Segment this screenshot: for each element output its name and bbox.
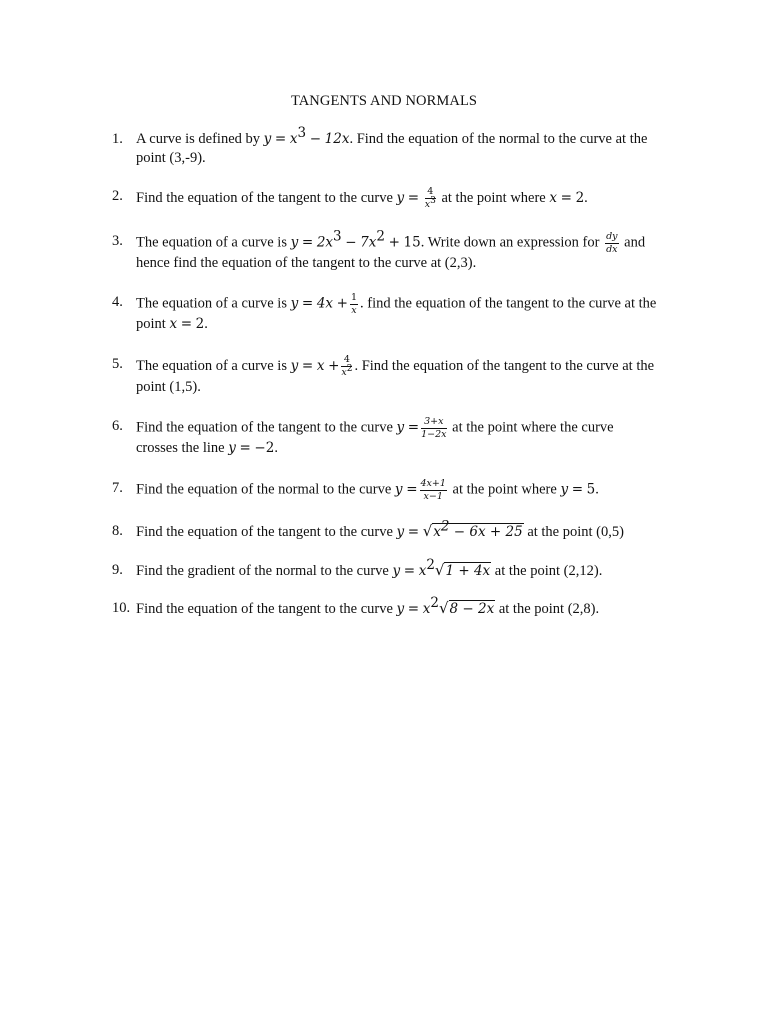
question-7 <box>112 479 682 501</box>
question-text: Find the equation of the tangent to the curve $y = x^2√8 - 2x$ at the point (2,8). <box>136 595 600 617</box>
question-4 <box>112 293 682 334</box>
question-text: Find the equation of the tangent to the curve $y = √x^2 - 6x + 25$ at the point (0,5) <box>136 518 624 540</box>
question-text: The equation of a curve is y = x + $\frac{4}{x^2}$ . Find the equation of the tangent to the curve at the point (1,5). <box>136 354 655 395</box>
fraction: $\frac{4}{x^3}$ <box>424 186 436 210</box>
question-2 <box>112 187 682 210</box>
question-10 <box>112 595 682 619</box>
question-number: 6. <box>112 418 123 434</box>
question-text: The equation of a curve is y = 4x + $\frac{1}{x}$ . find the equation of the tangent to the curve at the point x = 2. <box>136 292 657 332</box>
square-root: $√x^2 - 6x + 25$ <box>422 518 523 540</box>
question-8 <box>112 518 682 542</box>
square-root: √8 − 2x <box>438 599 495 617</box>
question-text: Find the equation of the tangent to the curve y = $\frac{4}{x^3}$ at the point where x = 2. <box>136 186 588 210</box>
question-number: 7. <box>112 480 123 496</box>
derivative-fraction: $\frac{dy}{dx}$ <box>606 231 618 255</box>
question-number: 4. <box>112 294 123 310</box>
fraction: $\frac{1}{x}$ <box>350 292 357 316</box>
page-title: TANGENTS AND NORMALS <box>290 93 478 109</box>
question-text: Find the equation of the tangent to the curve y = $\frac{3+x}{1-2x}$ at the point where the curve crosses the line y = −2. <box>136 416 614 456</box>
question-text: The equation of a curve is $y = 2x^3 - 7x^2 + 15$. Write down an expression for $\frac{dy}{dx}$ and hence find the equation of the tangent to the curve at (2,3). <box>136 228 646 271</box>
fraction: $\frac{4}{x^2}$ <box>341 354 353 378</box>
question-text: Find the gradient of the normal to the curve $y = x^2√1 + 4x$ at the point (2,12). <box>136 557 603 579</box>
question-number: 1. <box>112 131 123 147</box>
question-text: A curve is defined by $y = x^3 - 12x$. Find the equation of the normal to the curve at the point (3,-9). <box>136 125 648 166</box>
question-number: 5. <box>112 356 123 372</box>
question-9 <box>112 557 682 581</box>
question-3 <box>112 228 682 273</box>
question-number: 10. <box>112 600 131 616</box>
question-number: 2. <box>112 188 123 204</box>
question-1 <box>112 125 682 168</box>
question-number: 3. <box>112 233 123 249</box>
question-number: 8. <box>112 523 123 539</box>
fraction: $\frac{3+x}{1-2x}$ <box>421 416 447 440</box>
fraction: $\frac{4x+1}{x-1}$ <box>420 478 446 502</box>
question-6 <box>112 417 682 458</box>
question-5 <box>112 355 682 397</box>
question-text: Find the equation of the normal to the curve y = $\frac{4x+1}{x-1}$ at the point where y = 5. <box>136 478 599 502</box>
square-root: √1 + 4x <box>434 561 491 579</box>
question-number: 9. <box>112 562 123 578</box>
